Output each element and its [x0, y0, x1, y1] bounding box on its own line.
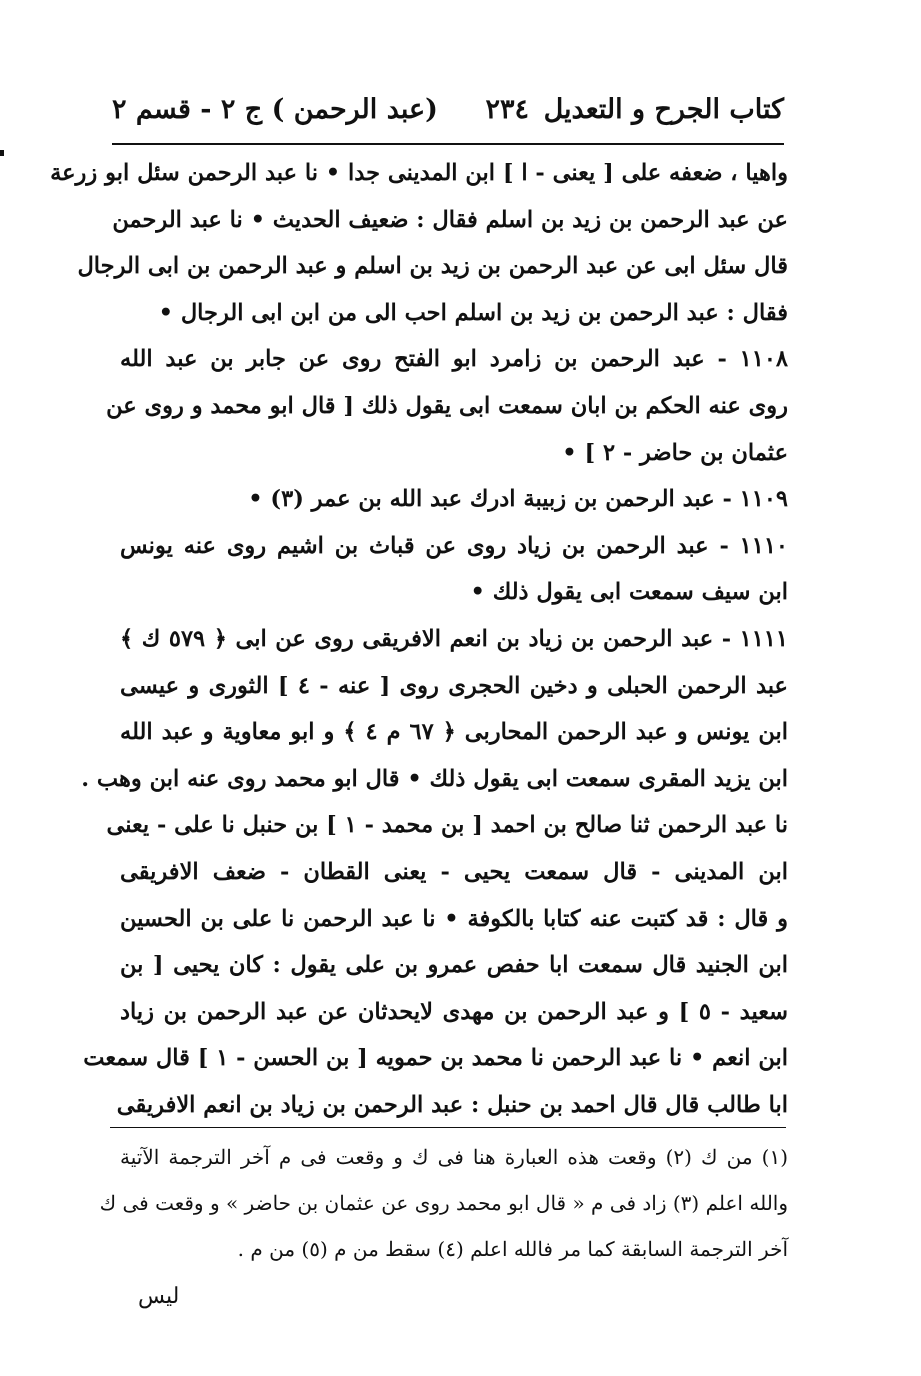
text-line: ابن يزيد المقرى سمعت ابى يقول ذلك • قال ابو محمد روى عنه ابن وهب .	[81, 765, 788, 792]
text-line: روى عنه الحكم بن ابان سمعت ابى يقول ذلك [ قال ابو محمد و روى عن	[106, 392, 788, 419]
section-title: (عبد الرحمن ) ج ٢ - قسم ٢	[112, 94, 438, 125]
footnote-line: والله اعلم (٣) زاد فى م « قال ابو محمد روى عن عثمان بن حاضر » و وقعت فى ك	[99, 1191, 788, 1215]
text-line: ابن يونس و عبد الرحمن المحاربى ﴿ ٦٧ م ٤ ﴾ و ابو معاوية و عبد الله	[120, 719, 788, 746]
footnote-rule	[110, 1127, 786, 1128]
text-line: و قال : قد كتبت عنه كتابا بالكوفة • نا عبد الرحمن نا على بن الحسين	[120, 905, 788, 932]
entry-1109-line: ١١٠٩ - عبد الرحمن بن زبيبة ادرك عبد الله بن عمر (٣) •	[248, 486, 788, 513]
text-line: واهيا ، ضعفه على [ يعنى - ا ] ابن المدينى جدا • نا عبد الرحمن سئل ابو زرعة	[50, 160, 788, 186]
text-line: ابن سيف سمعت ابى يقول ذلك •	[470, 579, 788, 606]
text-line: عبد الرحمن الحبلى و دخين الحجرى روى [ عنه - ٤ ] الثورى و عيسى	[120, 672, 788, 699]
page-number: ٢٣٤	[485, 94, 529, 125]
page-header	[112, 88, 784, 136]
text-line: قال سئل ابى عن عبد الرحمن بن زيد بن اسلم و عبد الرحمن بن ابى الرجال	[77, 253, 788, 280]
text-line: عثمان بن حاضر - ٢ ] •	[562, 439, 788, 466]
header-rule	[112, 143, 784, 145]
entry-1110-line: ١١١٠ - عبد الرحمن بن زياد روى عن قباث بن اشيم روى عنه يونس	[120, 532, 788, 559]
text-line: عن عبد الرحمن بن زيد بن اسلم فقال : ضعيف الحديث • نا عبد الرحمن	[112, 206, 788, 233]
main-text	[50, 150, 788, 1128]
catchword: ليس	[138, 1284, 180, 1309]
text-line: ابن المدينى - قال سمعت يحيى - يعنى القطان - ضعف الافريقى	[120, 858, 788, 885]
entry-1108-line: ١١٠٨ - عبد الرحمن بن زامرد ابو الفتح روى عن جابر بن عبد الله	[120, 346, 788, 373]
book-title: كتاب الجرح و التعديل	[543, 94, 784, 125]
text-line: سعيد - ٥ ] و عبد الرحمن بن مهدى لايحدثان عن عبد الرحمن بن زياد	[120, 998, 788, 1025]
entry-1111-line: ١١١١ - عبد الرحمن بن زياد بن انعم الافريقى روى عن ابى ﴿ ٥٧٩ ك ﴾	[120, 625, 788, 652]
text-line: ابن الجنيد قال سمعت ابا حفص عمرو بن على يقول : كان يحيى [ بن	[120, 952, 788, 979]
text-line: ابا طالب قال قال احمد بن حنبل : عبد الرحمن بن زياد بن انعم الافريقى	[116, 1091, 788, 1118]
footnote-line: (١) من ك (٢) وقعت هذه العبارة هنا فى ك و وقعت فى م آخر الترجمة الآتية	[120, 1145, 788, 1169]
footnote-line: آخر الترجمة السابقة كما مر فالله اعلم (٤) سقط من م (٥) من م .	[237, 1237, 788, 1261]
text-line: فقال : عبد الرحمن بن زيد بن اسلم احب الى من ابن ابى الرجال •	[158, 299, 788, 326]
text-line: ابن انعم • نا عبد الرحمن نا محمد بن حمويه [ بن الحسن - ١ ] قال سمعت	[83, 1045, 788, 1072]
footnotes	[99, 1134, 788, 1272]
margin-mark	[0, 150, 4, 156]
text-line: نا عبد الرحمن ثنا صالح بن احمد [ بن محمد - ١ ] بن حنبل نا على - يعنى	[106, 812, 788, 839]
